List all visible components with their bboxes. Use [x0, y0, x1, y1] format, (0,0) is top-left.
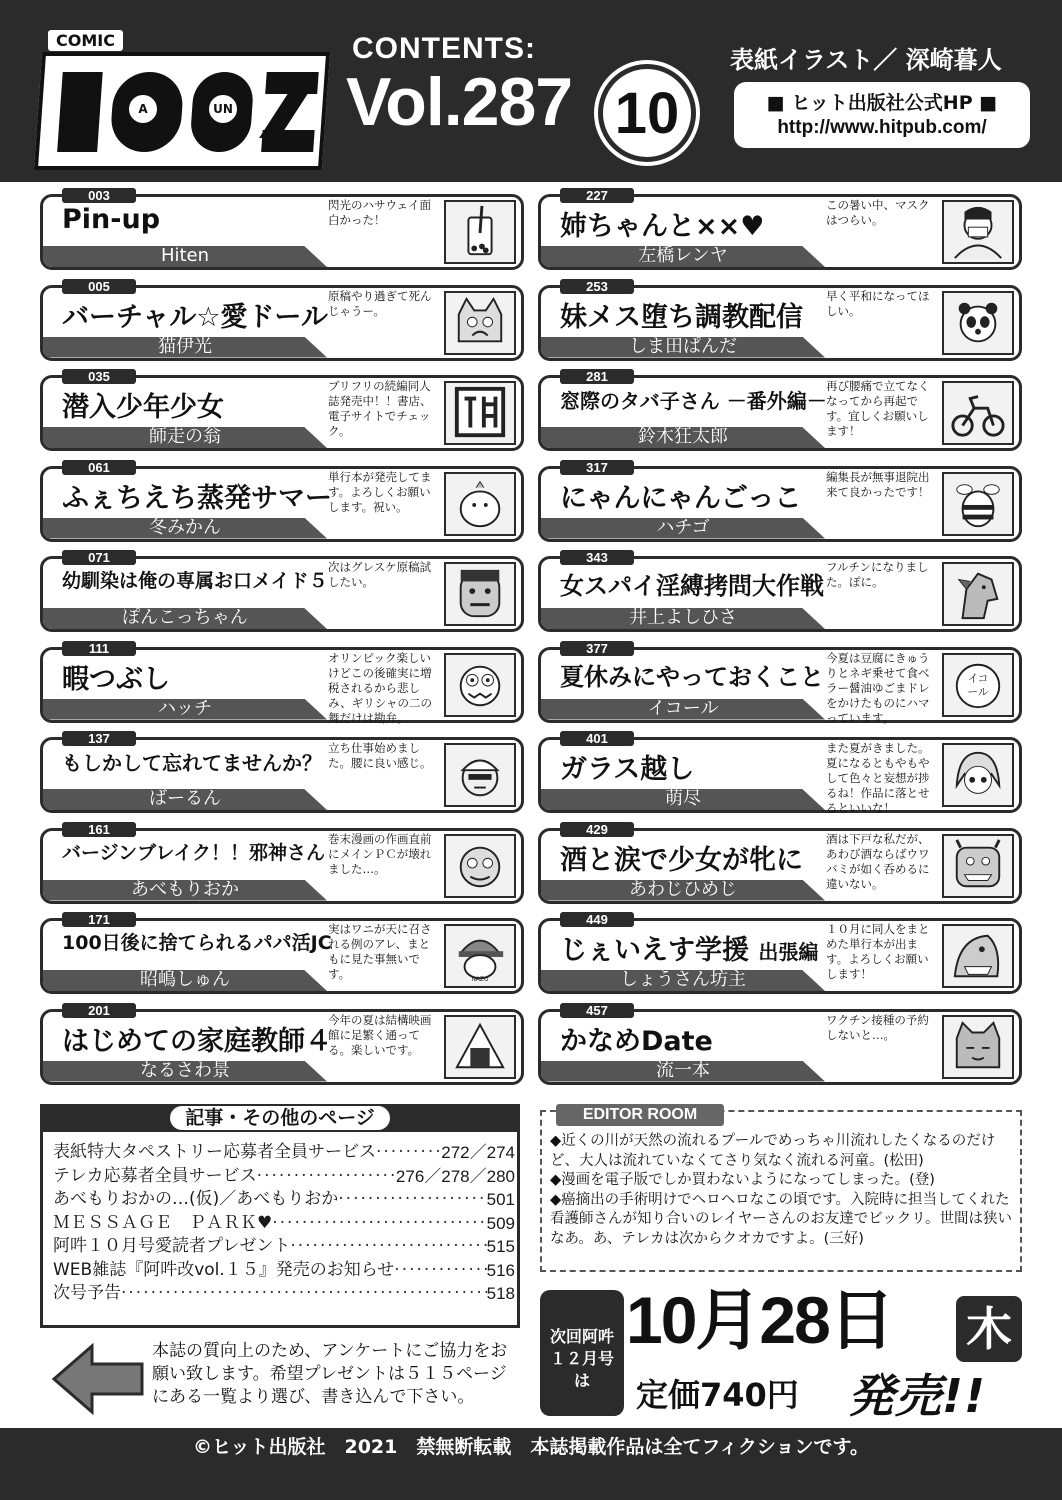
entry-title[interactable]	[62, 928, 330, 955]
entry-title[interactable]	[560, 295, 828, 334]
article-name: 表紙特大タペストリー応募者全員サービス	[53, 1142, 376, 1162]
leader-dots	[290, 1235, 486, 1259]
entry-comment: フルチンになりました。ぽに。	[826, 560, 929, 589]
entry-title[interactable]	[560, 657, 828, 692]
entry-comment: 次はグレスケ原稿試したい。	[328, 560, 432, 589]
horse-icon	[942, 562, 1014, 626]
entry-title-text: かなめDate	[560, 1025, 713, 1057]
entry-comment: また夏がきました。夏になるともやもやして色々と妄想が捗るね！作品に落とせるといいな！	[826, 741, 930, 815]
entry-author: しょうさん坊主	[620, 969, 746, 990]
shark-icon	[942, 924, 1014, 988]
article-page: 516	[486, 1260, 515, 1280]
next-issue-weekday: 木	[956, 1296, 1022, 1362]
survey-notice	[40, 1336, 520, 1422]
logo-comic-label: COMIC	[48, 30, 123, 51]
entry-title[interactable]	[560, 204, 828, 243]
equal-cat-icon	[942, 653, 1014, 717]
entry-page-number: 449	[560, 912, 634, 927]
logo-un-badge: UN	[206, 92, 240, 126]
editor-room	[540, 1106, 1022, 1272]
contents-label: CONTENTS:	[352, 32, 536, 65]
entry-comment: １０月に同人をまとめた単行本が出ます。よろしくお願いします！	[826, 922, 930, 981]
next-issue-price: 定価740円	[636, 1376, 799, 1414]
svg-text:ール: ール	[967, 685, 989, 699]
contents-entry[interactable]	[40, 369, 524, 451]
editor-note: ◆近くの川が天然の流れるプールでめっちゃ川流れしたくなるのだけど、大人は流れていなくてさり気なく流れる河童。(松田)	[550, 1133, 996, 1169]
entry-title-sub: 出張編	[758, 940, 819, 964]
entry-author: ぽんこっちゃん	[122, 607, 248, 628]
entry-title[interactable]	[560, 928, 828, 967]
issue-badge: 10	[598, 64, 696, 162]
entry-title-text: 窓際のタバ子さん －番外編－	[560, 389, 827, 413]
entry-comment: 今年の夏は結構映画館に足繁く通ってる。楽しいです。	[328, 1012, 432, 1057]
entry-page-number: 061	[62, 460, 136, 475]
entry-author: 冬みかん	[149, 516, 221, 538]
entry-author: 萌尽	[665, 788, 701, 809]
footer-band	[0, 1428, 1062, 1500]
entry-title-text: バーチャル☆愛ドール	[62, 301, 328, 333]
entry-title-text: じぇいえす学援	[560, 935, 749, 966]
article-name: WEB雑誌『阿吽改vol.１５』発売のお知らせ	[53, 1259, 395, 1280]
bubble-tea-icon	[444, 200, 516, 264]
cap-character-icon	[444, 924, 516, 988]
entry-author: 左橋レンヤ	[638, 245, 728, 266]
seal-stamp-icon	[444, 381, 516, 445]
entry-title-text: ガラス越し	[560, 754, 695, 785]
entry-comment: 単行本が発売してます。よろしくお願いします。祝い。	[328, 469, 432, 514]
entry-page-number: 253	[560, 279, 634, 294]
crying-cat-icon	[444, 291, 516, 355]
entry-page-number: 281	[560, 369, 634, 384]
contents-entry[interactable]	[40, 822, 524, 904]
contents-entry[interactable]	[538, 1003, 1022, 1085]
contents-entry[interactable]	[40, 912, 524, 994]
broken-pc-icon	[444, 834, 516, 898]
homepage-title: ■ ヒット出版社公式HP ■	[766, 92, 998, 114]
onigiri-icon	[444, 1015, 516, 1079]
entry-author: なるさわ景	[140, 1059, 230, 1081]
monster-face-icon	[444, 653, 516, 717]
entry-comment: 原稿やり過ぎて死んじゃうー。	[328, 288, 432, 318]
next-issue-info	[626, 1283, 1022, 1423]
entry-page-number: 317	[560, 460, 634, 475]
entry-comment: 早く平和になってほしい。	[826, 288, 930, 318]
entry-title-text: 妹メス堕ち調教配信	[560, 301, 803, 333]
entry-title[interactable]	[560, 385, 828, 414]
entry-page-number: 377	[560, 641, 634, 656]
entry-page-number: 035	[62, 369, 136, 384]
entry-title[interactable]	[62, 295, 330, 334]
entry-page-number: 201	[62, 1003, 136, 1018]
entry-title-text: 100日後に捨てられるパパ活JC	[62, 932, 332, 954]
homepage-url[interactable]: http://www.hitpub.com/	[777, 117, 987, 138]
contents-entry[interactable]	[538, 460, 1022, 542]
svg-text:イコ: イコ	[967, 671, 989, 685]
contents-entry[interactable]	[40, 550, 524, 632]
article-row[interactable]	[53, 1282, 515, 1306]
entry-comment: 酒は下戸な私だが、あわび酒ならばウワバミが如く呑めるに違いない。	[826, 831, 930, 891]
entry-page-number: 005	[62, 279, 136, 294]
magazine-logo	[30, 22, 330, 182]
leader-dots	[121, 1282, 487, 1306]
entry-page-number: 137	[62, 731, 136, 746]
entry-title-text: はじめての家庭教師４	[62, 1025, 332, 1057]
articles-box	[40, 1104, 520, 1328]
entry-title[interactable]	[62, 385, 330, 424]
logo-mark	[34, 52, 330, 170]
contents-entry[interactable]	[538, 369, 1022, 451]
editor-note: ◆漫画を電子版でしか買わないようになってしまった。(登)	[550, 1172, 935, 1188]
articles-heading: 記事・その他のページ	[170, 1106, 390, 1130]
entry-title-text: 女スパイ淫縛拷問大作戦	[560, 572, 824, 600]
entry-author: Hiten	[160, 245, 210, 266]
volume-number: Vol.287	[346, 64, 573, 140]
article-name: 次号予告	[53, 1283, 121, 1303]
entry-title[interactable]	[560, 566, 828, 601]
panda-icon	[942, 291, 1014, 355]
cover-credit: 表紙イラスト／ 深崎暮人	[730, 46, 1002, 74]
entry-title-text: 暇つぶし	[62, 663, 170, 695]
entry-comment: 編集長が無事退院出来て良かったです！	[826, 469, 930, 499]
entry-page-number: 161	[62, 822, 136, 837]
contents-entry[interactable]	[40, 188, 524, 270]
entry-author: 流一本	[656, 1059, 710, 1081]
contents-entry[interactable]	[538, 550, 1022, 632]
left-arrow-icon	[50, 1342, 146, 1416]
article-row[interactable]	[53, 1259, 515, 1283]
contents-entry[interactable]	[538, 641, 1022, 723]
entry-page-number: 171	[62, 912, 136, 927]
leader-dots	[272, 1212, 486, 1236]
entry-title[interactable]	[62, 1019, 330, 1058]
entry-page-number: 429	[560, 822, 634, 837]
bee-icon	[942, 472, 1014, 536]
entry-comment: 閃光のハサウェイ面白かった！	[328, 198, 432, 227]
entry-title[interactable]	[62, 566, 330, 593]
article-page: 509	[486, 1213, 515, 1233]
article-row[interactable]	[53, 1212, 515, 1236]
entry-title-text: 幼馴染は俺の専属お口メイド５	[62, 570, 328, 592]
articles-list	[53, 1141, 515, 1306]
article-row[interactable]	[53, 1235, 515, 1259]
entry-author: イコール	[647, 697, 719, 719]
entry-comment: この暑い中、マスクはつらい。	[826, 198, 930, 227]
contents-entry[interactable]	[538, 822, 1022, 904]
survey-text: 本誌の質向上のため、アンケートにご協力をお願い致します。希望プレゼントは５１５ページにある一覧より選び、書き込んで下さい。	[152, 1341, 508, 1407]
article-name: あべもりおかの…(仮)／あべもりおか	[53, 1189, 339, 1209]
article-row[interactable]	[53, 1141, 515, 1165]
entry-author: 昭嶋しゅん	[140, 969, 230, 990]
entry-page-number: 401	[560, 731, 634, 746]
entry-author: ハチゴ	[656, 516, 710, 538]
contents-entry[interactable]	[538, 188, 1022, 270]
article-page: 272／274	[441, 1143, 515, 1162]
entry-author: あわじひめじ	[629, 878, 737, 900]
entry-title[interactable]	[560, 838, 828, 877]
article-name: 阿吽１０月号愛読者プレゼント	[53, 1236, 291, 1256]
homepage-box[interactable]	[734, 82, 1030, 148]
contents-entry[interactable]	[40, 641, 524, 723]
entry-author: 師走の翁	[149, 426, 221, 447]
man-face-icon	[444, 562, 516, 626]
contents-entry[interactable]	[40, 1003, 524, 1085]
motorcycle-icon	[942, 381, 1014, 445]
contents-entry[interactable]	[40, 460, 524, 542]
entry-comment: 巻末漫画の作画直前にメインＰＣが壊れました…。	[328, 831, 432, 876]
entry-title-text: ふぇちえち蒸発サマー	[62, 482, 332, 514]
girl-face-icon	[942, 743, 1014, 807]
entry-title[interactable]	[62, 657, 330, 696]
leader-dots	[376, 1141, 441, 1165]
leader-dots	[338, 1188, 486, 1212]
entry-title-text: 姉ちゃんと××♥	[560, 211, 765, 242]
leader-dots	[257, 1165, 396, 1189]
entry-title[interactable]	[560, 747, 828, 786]
contents-entry[interactable]	[538, 731, 1022, 813]
entry-comment: 再び腰痛で立てなくなってから再起です。宜しくお願いします！	[826, 379, 930, 438]
entry-title[interactable]	[62, 747, 330, 776]
entry-page-number: 457	[560, 1003, 634, 1018]
article-row[interactable]	[53, 1165, 515, 1189]
editor-room-heading: EDITOR ROOM	[556, 1104, 724, 1126]
article-name: ＭＥＳＳＡＧＥ ＰＡＲＫ♥	[53, 1212, 273, 1233]
cat-face-icon	[942, 1015, 1014, 1079]
entry-author: ハッチ	[158, 697, 212, 719]
entry-title-text: Pin-up	[62, 204, 161, 235]
entry-title-text: 夏休みにやっておくこと	[560, 662, 824, 691]
article-page: 276／278／280	[395, 1166, 515, 1186]
entry-page-number: 343	[560, 550, 634, 565]
contents-entry[interactable]	[40, 279, 524, 361]
entry-comment: 立ち仕事始めました。腰に良い感じ。	[328, 741, 432, 770]
entry-comment: ワクチン接種の予約しないと…。	[826, 1012, 929, 1042]
entry-page-number: 071	[62, 550, 136, 565]
article-page: 515	[486, 1237, 515, 1256]
logo-a-badge: A	[126, 92, 160, 126]
contents-entry[interactable]	[538, 279, 1022, 361]
editor-room-body	[550, 1132, 1016, 1249]
entry-author: あべもりおか	[131, 878, 239, 900]
next-issue-release: 発売!!	[848, 1369, 986, 1423]
contents-entry[interactable]	[40, 731, 524, 813]
entry-page-number: 003	[62, 188, 136, 203]
entry-comment: ブリフリの続編同人誌発売中！！書店、電子サイトでチェック。	[328, 379, 432, 438]
entry-comment: 実はワニが天に召される例のアレ、まともに見た事無いです。	[328, 922, 432, 981]
cap-man-icon	[444, 743, 516, 807]
entry-page-number: 111	[62, 641, 136, 656]
next-issue-date: 10月28日	[626, 1283, 893, 1357]
svg-text:NAZO: NAZO	[471, 977, 489, 984]
entry-title-text: にゃんにゃんごっこ	[560, 482, 802, 514]
entry-author: 鈴木狂太郎	[638, 426, 728, 447]
entry-comment: 今夏は豆腐にきゅうりとネギ乗せて食べラー醤油ゆごまドレをかけたものにハマっています。	[826, 650, 930, 725]
editor-note: ◆癌摘出の手術明けでヘロヘロなこの頃です。入院時に担当してくれた看護師さんが知り合いのレイヤーさんのお友達でビックリ。世間は狭いなあ。あ、テレカは次からクオカですよ。(三好)	[550, 1191, 1012, 1247]
entry-author: 井上よしひさ	[629, 607, 737, 628]
entry-title-text: 酒と涙で少女が牝に	[560, 844, 803, 876]
contents-entry[interactable]	[538, 912, 1022, 994]
entry-title[interactable]	[62, 838, 330, 865]
header-band	[0, 0, 1062, 182]
entry-title[interactable]	[62, 476, 330, 515]
entry-title[interactable]	[560, 1019, 828, 1058]
articles-header	[40, 1104, 520, 1132]
entry-author: 猫伊光	[158, 335, 212, 357]
entry-title-text: 潜入少年少女	[62, 392, 224, 423]
copyright-text: ©ヒット出版社 2021 禁無断転載 本誌掲載作品は全てフィクションです。	[193, 1436, 869, 1458]
masked-person-icon	[942, 200, 1014, 264]
article-name: テレカ応募者全員サービス	[53, 1165, 257, 1186]
next-issue-label: 次回阿吽１２月号は	[549, 1327, 614, 1390]
entry-page-number: 227	[560, 188, 634, 203]
entry-title-text: もしかして忘れてませんか？	[62, 751, 322, 775]
mikan-mascot-icon	[444, 472, 516, 536]
oni-face-icon	[942, 834, 1014, 898]
entry-title-text: バージンブレイク！！邪神さん	[62, 841, 326, 864]
entry-title[interactable]	[62, 204, 330, 235]
article-page: 501	[486, 1190, 515, 1209]
leader-dots	[394, 1259, 486, 1283]
entry-title[interactable]	[560, 476, 828, 515]
entry-author: ばーるん	[149, 788, 221, 809]
entry-author: しま田ぱんだ	[629, 335, 737, 357]
article-page: 518	[486, 1284, 515, 1303]
entry-comment: オリンピック楽しいけどこの後確実に増税されるから悲しみ、ギリシャの二の舞だけは勘弁。	[328, 650, 432, 725]
article-row[interactable]	[53, 1188, 515, 1212]
